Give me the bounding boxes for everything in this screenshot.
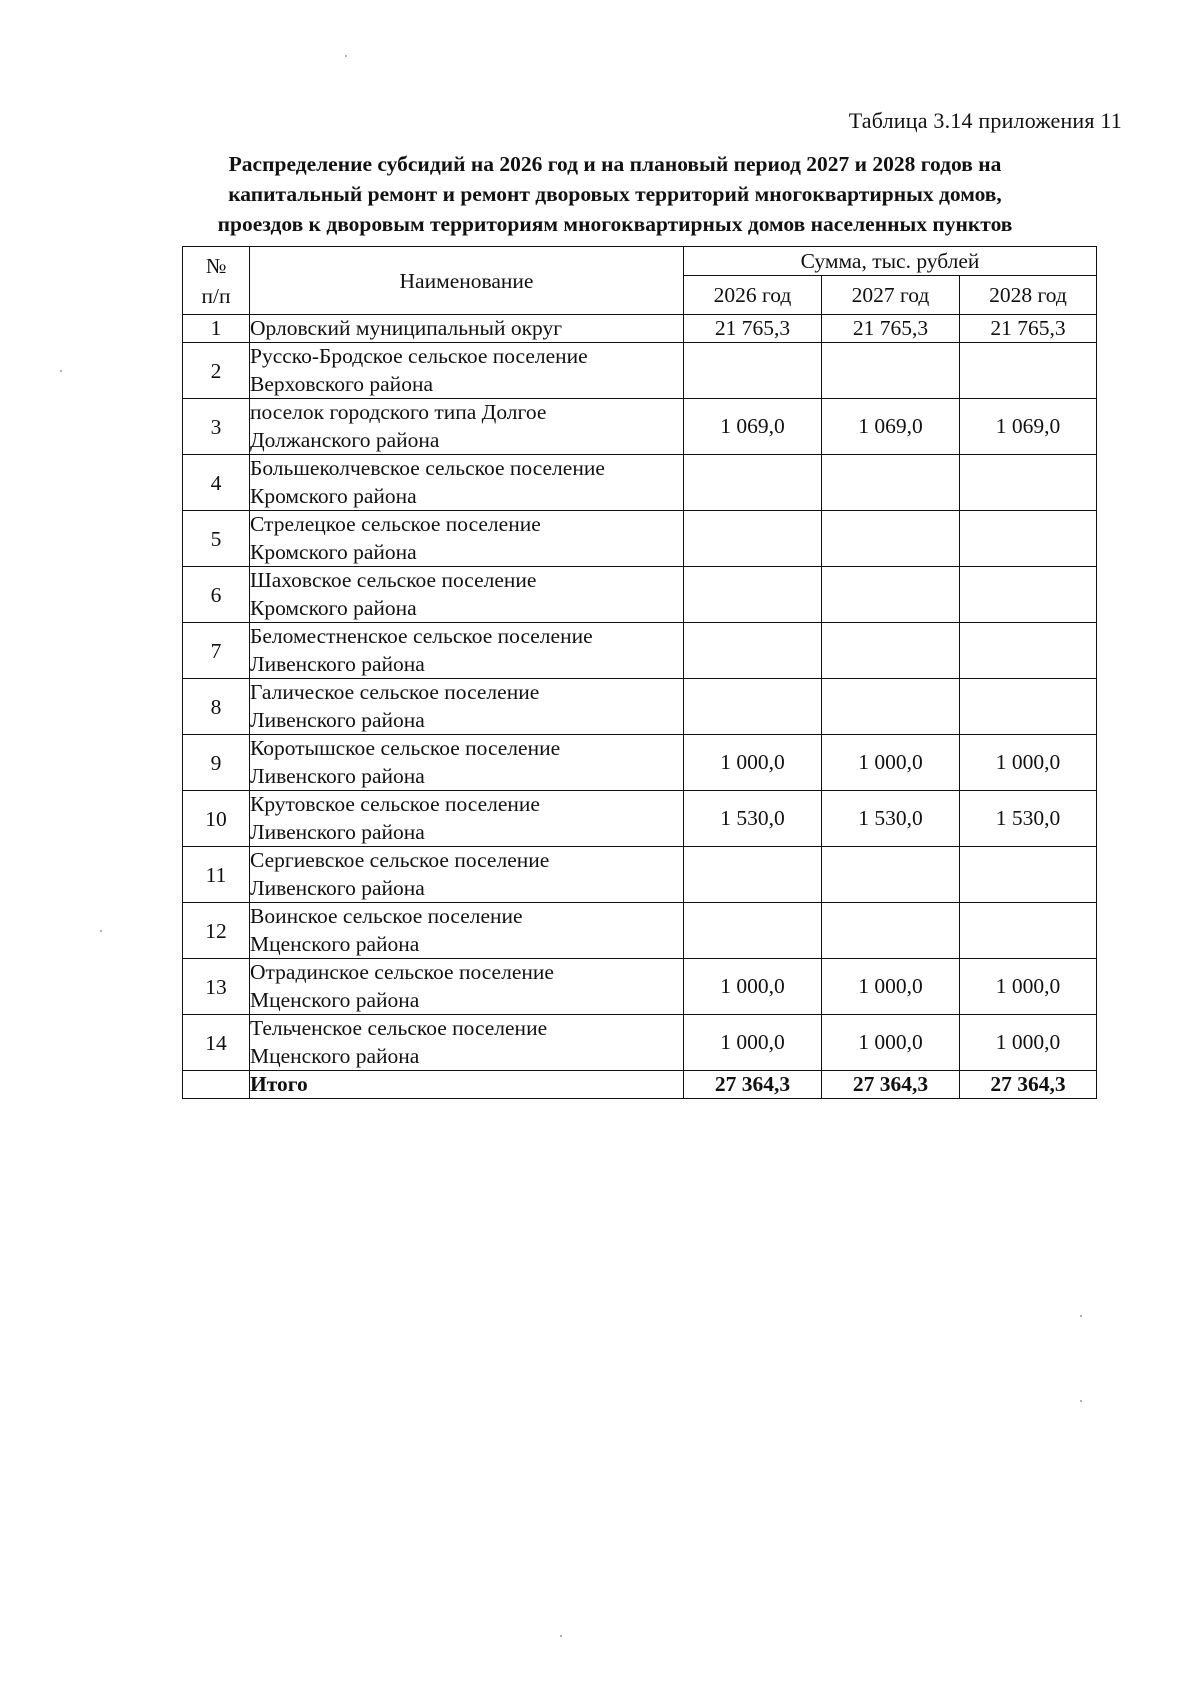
table-row [183,623,1097,679]
table-row [183,511,1097,567]
row-name-line: Русско-Бродское сельское поселение [250,344,588,368]
row-number: 12 [183,903,250,959]
table-row [183,1015,1097,1071]
table-caption: Таблица 3.14 приложения 11 [848,108,1122,133]
row-value-2027 [822,567,960,623]
row-value-2027: 1 069,0 [822,399,960,455]
row-value-2028: 1 000,0 [960,1015,1097,1071]
header-year-2026: 2026 год [684,276,822,315]
row-value-2027 [822,623,960,679]
row-value-2028 [960,511,1097,567]
header-year-2028: 2028 год [960,276,1097,315]
row-number: 14 [183,1015,250,1071]
row-number: 3 [183,399,250,455]
table-row [183,343,1097,399]
row-value-2026 [684,511,822,567]
table-body [183,315,1097,1071]
row-value-2028: 21 765,3 [960,315,1097,343]
row-number: 8 [183,679,250,735]
table-row [183,735,1097,791]
row-value-2028: 1 530,0 [960,791,1097,847]
row-name-line: Кромского района [250,539,417,564]
scan-speck [100,930,102,932]
table-row [183,455,1097,511]
row-name [250,735,684,791]
table-row [183,567,1097,623]
total-2028: 27 364,3 [960,1071,1097,1099]
scan-speck [560,1635,562,1637]
row-name-line: Беломестненское сельское поселение [250,624,593,648]
row-number: 7 [183,623,250,679]
row-value-2028 [960,847,1097,903]
header-number-label: № п/п [201,253,231,308]
table-row [183,791,1097,847]
row-number: 5 [183,511,250,567]
row-value-2026 [684,623,822,679]
title-line: проездов к дворовым территориям многоквартирных домов населенных пунктов [217,212,1013,236]
row-name-line: Сергиевское сельское поселение [250,848,550,872]
table-row [183,315,1097,343]
row-value-2026 [684,343,822,399]
row-name-line: Кромского района [250,595,417,620]
row-value-2027: 1 530,0 [822,791,960,847]
row-name [250,847,684,903]
row-value-2026 [684,847,822,903]
row-value-2027 [822,847,960,903]
scan-speck [1080,1315,1082,1317]
total-number-cell [183,1071,250,1099]
scan-speck [345,55,347,57]
row-name-line: Должанского района [250,427,440,452]
row-value-2028: 1 000,0 [960,735,1097,791]
row-name [250,1015,684,1071]
total-2027: 27 364,3 [822,1071,960,1099]
row-name-line: Тельченское сельское поселение [250,1016,548,1040]
scan-speck [1080,1400,1082,1402]
row-name-line: Воинское сельское поселение [250,904,523,928]
header-sum: Сумма, тыс. рублей [684,247,1097,276]
row-name-line: Ливенского района [250,875,425,900]
row-number: 9 [183,735,250,791]
row-number: 13 [183,959,250,1015]
table-row [183,399,1097,455]
row-name-line: Мценского района [250,987,420,1012]
total-row [183,1071,1097,1099]
title-line: Распределение субсидий на 2026 год и на плановый период 2027 и 2028 годов на [228,152,1002,176]
row-name-line: Шаховское сельское поселение [250,568,537,592]
row-value-2028 [960,567,1097,623]
row-name-line: Мценского района [250,1043,420,1068]
row-value-2027 [822,343,960,399]
row-name-line: Стрелецкое сельское поселение [250,512,541,536]
row-name [250,903,684,959]
row-name [250,511,684,567]
row-name [250,623,684,679]
row-value-2026: 1 000,0 [684,1015,822,1071]
row-value-2027: 1 000,0 [822,959,960,1015]
row-value-2026: 1 000,0 [684,959,822,1015]
row-number: 10 [183,791,250,847]
row-value-2026: 1 069,0 [684,399,822,455]
row-name-line: Ливенского района [250,763,425,788]
document-title [150,149,1080,239]
row-name [250,567,684,623]
row-name-line: Мценского района [250,931,420,956]
row-name-line: Ливенского района [250,707,425,732]
table-row [183,679,1097,735]
row-value-2028 [960,343,1097,399]
row-name [250,315,684,343]
row-value-2027: 1 000,0 [822,1015,960,1071]
total-2026: 27 364,3 [684,1071,822,1099]
row-name [250,399,684,455]
row-name [250,343,684,399]
row-value-2027 [822,679,960,735]
row-value-2026 [684,567,822,623]
row-value-2028 [960,455,1097,511]
row-value-2028: 1 000,0 [960,959,1097,1015]
row-name-line: Ливенского района [250,651,425,676]
row-value-2026: 21 765,3 [684,315,822,343]
row-value-2028 [960,679,1097,735]
row-value-2028: 1 069,0 [960,399,1097,455]
row-name-line: Кромского района [250,483,417,508]
row-name-line: Верховского района [250,371,433,396]
row-name-line: поселок городского типа Долгое [250,400,547,424]
row-name [250,455,684,511]
row-number: 11 [183,847,250,903]
row-value-2027 [822,511,960,567]
table-row [183,847,1097,903]
row-value-2026 [684,455,822,511]
row-value-2026: 1 000,0 [684,735,822,791]
header-year-2027: 2027 год [822,276,960,315]
row-value-2028 [960,903,1097,959]
row-name-line: Галическое сельское поселение [250,680,540,704]
row-value-2026: 1 530,0 [684,791,822,847]
row-name [250,959,684,1015]
row-value-2027: 21 765,3 [822,315,960,343]
row-value-2028 [960,623,1097,679]
row-name-line: Отрадинское сельское поселение [250,960,554,984]
row-value-2027 [822,455,960,511]
row-value-2026 [684,903,822,959]
row-name-line: Ливенского района [250,819,425,844]
title-line: капитальный ремонт и ремонт дворовых территорий многоквартирных домов, [228,182,1002,206]
row-name [250,791,684,847]
header-number [183,247,250,315]
row-number: 6 [183,567,250,623]
total-label: Итого [250,1071,684,1099]
header-name: Наименование [250,247,684,315]
row-name [250,679,684,735]
row-name-line: Крутовское сельское поселение [250,792,540,816]
row-name-line: Коротышское сельское поселение [250,736,561,760]
row-name-line: Орловский муниципальный округ [250,316,563,340]
row-number: 4 [183,455,250,511]
scan-speck [60,370,62,372]
subsidy-table [182,246,1097,1099]
row-number: 1 [183,315,250,343]
row-value-2027 [822,903,960,959]
table-row [183,959,1097,1015]
row-name-line: Большеколчевское сельское поселение [250,456,605,480]
table-row [183,903,1097,959]
row-number: 2 [183,343,250,399]
row-value-2027: 1 000,0 [822,735,960,791]
row-value-2026 [684,679,822,735]
